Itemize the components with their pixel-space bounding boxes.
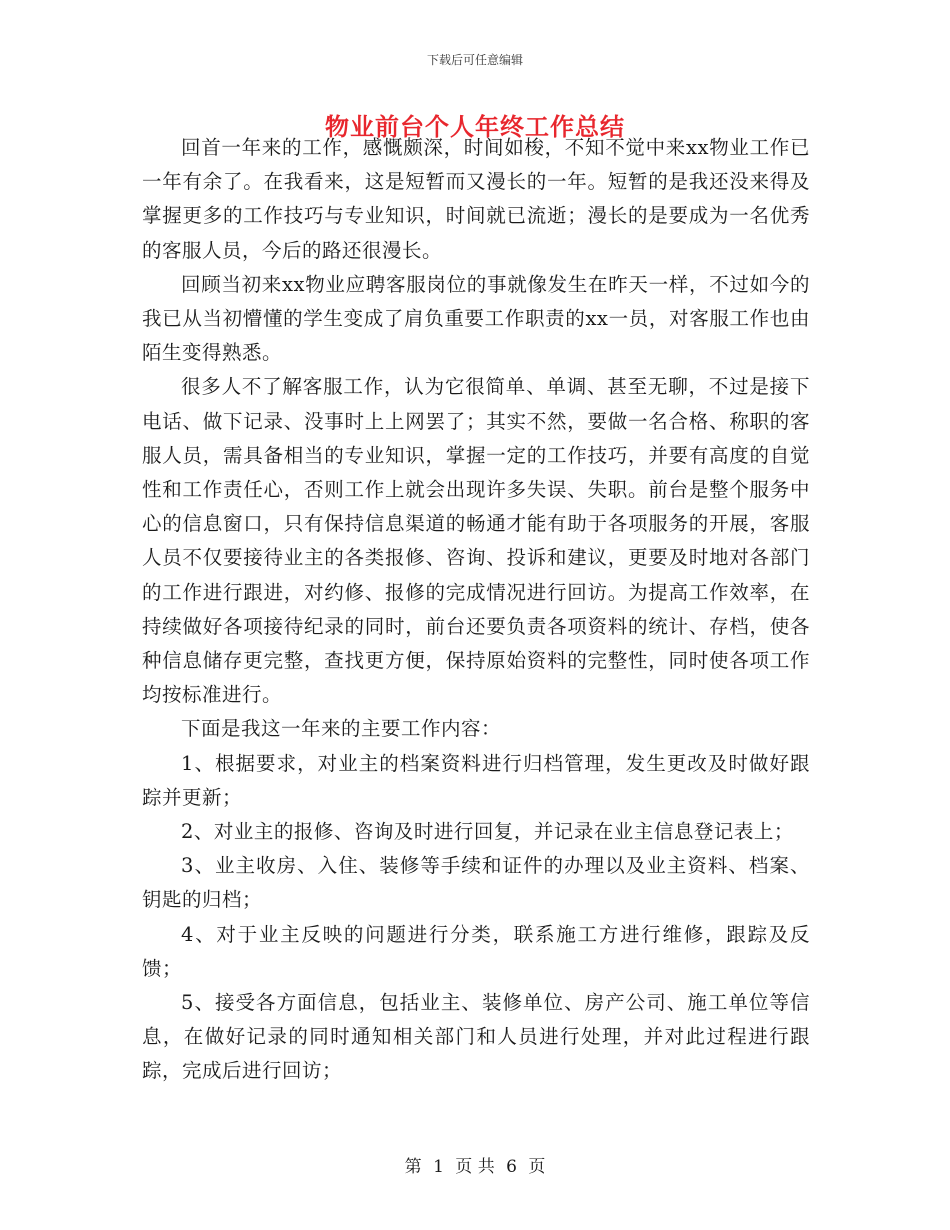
paragraph-work-intro: 下面是我这一年来的主要工作内容： <box>181 717 502 741</box>
list-item-1: 1、根据要求，对业主的档案资料进行归档管理，发生更改及时做好跟踪并更新； <box>142 751 810 809</box>
paragraph-review: 回顾当初来xx物业应聘客服岗位的事就像发生在昨天一样，不过如今的我已从当初懵懂的学生变成了肩负重要工作职责的xx一员，对客服工作也由陌生变得熟悉。 <box>142 272 810 365</box>
page-header-note: 下载后可任意编辑 <box>426 53 523 67</box>
document-title: 物业前台个人年终工作总结 <box>325 112 625 141</box>
list-item-5: 5、接受各方面信息，包括业主、装修单位、房产公司、施工单位等信息，在做好记录的同时通知相关部门和人员进行处理，并对此过程进行跟踪，完成后进行回访； <box>142 991 810 1083</box>
list-item-3: 3、业主收房、入住、装修等手续和证件的办理以及业主资料、档案、钥匙的归档； <box>142 854 810 912</box>
list-item-4: 4、对于业主反映的问题进行分类，联系施工方进行维修，跟踪及反馈； <box>142 922 810 980</box>
paragraph-intro: 回首一年来的工作，感慨颇深，时间如梭，不知不觉中来xx物业工作已一年有余了。在我看来，这是短暂而又漫长的一年。短暂的是我还没来得及掌握更多的工作技巧与专业知识，时间就已流逝；漫长的是要成为一名优秀的客服人员，今后的路还很漫长。 <box>142 136 810 262</box>
page-total: 6 <box>506 1157 517 1177</box>
page-suffix: 页 <box>528 1157 546 1177</box>
paragraph-service-description: 很多人不了解客服工作，认为它很简单、单调、甚至无聊，不过是接下电话、做下记录、没事时上上网罢了；其实不然，要做一名合格、称职的客服人员，需具备相当的专业知识，掌握一定的工作技巧，并要有高度的自觉性和工作责任心，否则工作上就会出现许多失误、失职。前台是整个服务中心的信息窗口，只有保持信息渠道的畅通才能有助于各项服务的开展，客服人员不仅要接待业主的各类报修、咨询、投诉和建议，更要及时地对各部门的工作进行跟进，对约修、报修的完成情况进行回访。为提高工作效率，在持续做好各项接待纪录的同时，前台还要负责各项资料的统计、存档，使各种信息储存更完整，查找更方便，保持原始资料的完整性，同时使各项工作均按标准进行。 <box>142 375 810 707</box>
list-item-2: 2、对业主的报修、咨询及时进行回复，并记录在业主信息登记表上； <box>181 820 794 844</box>
page-mid: 页 共 <box>455 1157 495 1177</box>
document-body <box>142 131 810 1089</box>
page-prefix: 第 <box>404 1157 422 1177</box>
page-number-footer <box>0 1156 950 1178</box>
page-current: 1 <box>433 1157 444 1177</box>
